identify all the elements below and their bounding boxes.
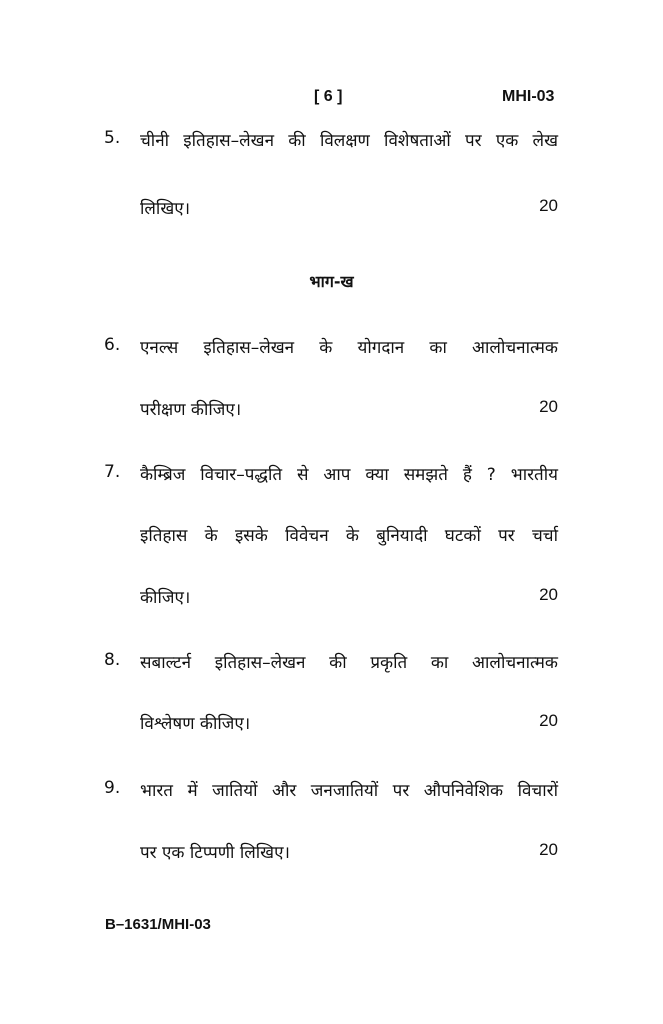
page-number: [ 6 ] <box>314 88 343 105</box>
course-code: MHI-03 <box>502 88 555 105</box>
question-text: सबाल्टर्न इतिहास–लेखन की प्रकृति का आलोचनात्मक <box>140 653 558 673</box>
question-7-line-2 <box>0 523 663 553</box>
question-number: 7. <box>104 462 121 482</box>
question-marks: 20 <box>539 397 558 416</box>
paper-code-footer: B–1631/MHI-03 <box>105 916 211 933</box>
question-5-line-2 <box>0 196 663 226</box>
question-8-line-1 <box>0 650 663 680</box>
question-6-line-1 <box>0 335 663 365</box>
question-9-line-2 <box>0 840 663 870</box>
question-text: इतिहास के इसके विवेचन के बुनियादी घटकों पर चर्चा <box>140 526 558 546</box>
question-number: 8. <box>104 650 121 670</box>
question-7-line-1 <box>0 462 663 492</box>
question-marks: 20 <box>539 196 558 215</box>
question-6-line-2 <box>0 397 663 427</box>
question-text: विश्लेषण कीजिए। <box>140 714 251 734</box>
question-text: कैम्ब्रिज विचार–पद्धति से आप क्या समझते हैं ? भारतीय <box>140 465 558 485</box>
question-text: भारत में जातियों और जनजातियों पर औपनिवेशिक विचारों <box>140 781 558 801</box>
question-marks: 20 <box>539 585 558 604</box>
question-7-line-3 <box>0 585 663 615</box>
question-text: पर एक टिप्पणी लिखिए। <box>140 843 290 863</box>
question-8-line-2 <box>0 711 663 741</box>
question-number: 5. <box>104 128 121 148</box>
question-9-line-1 <box>0 778 663 808</box>
question-text: चीनी इतिहास–लेखन की विलक्षण विशेषताओं पर एक लेख <box>140 131 558 151</box>
question-text: परीक्षण कीजिए। <box>140 400 242 420</box>
question-marks: 20 <box>539 711 558 730</box>
question-text: लिखिए। <box>140 199 191 219</box>
question-number: 6. <box>104 335 121 355</box>
question-text: एनल्स इतिहास–लेखन के योगदान का आलोचनात्मक <box>140 338 558 358</box>
question-text: कीजिए। <box>140 588 191 608</box>
question-marks: 20 <box>539 840 558 859</box>
section-title: भाग-ख <box>309 272 354 291</box>
question-5-line-1 <box>0 128 663 158</box>
question-number: 9. <box>104 778 121 798</box>
